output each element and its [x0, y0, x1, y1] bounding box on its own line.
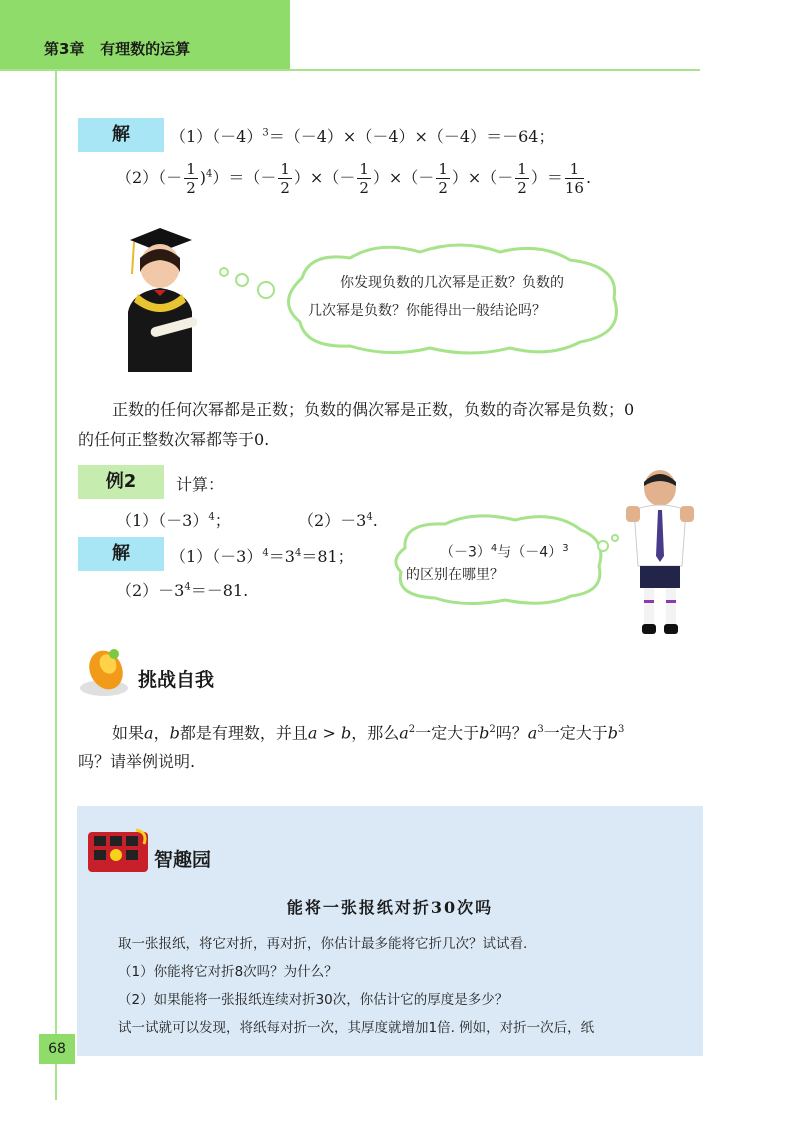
fraction-denominator: 2 — [517, 179, 527, 197]
expr-text: ）×（－ — [451, 168, 514, 187]
puzzle-icon — [86, 828, 152, 876]
variable: a — [399, 723, 409, 743]
challenge-text: 一定大于 — [543, 723, 608, 743]
exponent: 4 — [208, 511, 215, 523]
zhiqu-line: （2）如果能将一张报纸连续对折30次，你估计它的厚度是多少？ — [118, 992, 509, 1008]
expr-text: （2）－3 — [298, 511, 367, 530]
variable: a — [144, 723, 154, 743]
page-number: 68 — [39, 1034, 75, 1064]
conclusion-line-2: 的任何正整数次幂都等于0. — [78, 430, 270, 449]
solution-line-1 — [170, 124, 554, 147]
zhiqu-line: 取一张报纸，将它对折，再对折，你估计最多能将它折几次？试试看. — [118, 936, 528, 952]
expr-text: （1）（－3） — [170, 547, 263, 566]
challenge-text: ， — [153, 723, 170, 743]
expr-text: ； — [214, 511, 231, 530]
expr-text: （1）（－4） — [170, 127, 263, 146]
solution-line-2: （2）（－ $\frac{1}{2}$ )$^4$）＝（－ $\frac{1}{2}$ ）×（－ $\frac{1}{2}$ ）×（－ $\frac{1}{2}$ ）×（－ $\frac{1}{2}$ ）＝ $\frac{1}{16}$ . — [116, 160, 592, 197]
solution-label: 解 — [78, 118, 164, 152]
fraction — [565, 160, 584, 197]
example-2-label: 例2 — [78, 465, 164, 499]
zhiqu-heading: 能将一张报纸对折30次吗 — [286, 898, 494, 917]
challenge-text: 一定大于 — [415, 723, 480, 743]
zhiqu-title: 智趣园 — [154, 849, 212, 871]
bubble-text: 与（－4） — [497, 544, 563, 561]
expr-text: ＝81； — [301, 547, 354, 566]
zhiqu-line: 试一试就可以发现，将纸每对折一次，其厚度就增加1倍. 例如，对折一次后，纸 — [118, 1020, 595, 1036]
variable: b — [169, 723, 180, 743]
challenge-text: 如果 — [112, 723, 145, 743]
conclusion-line-1: 正数的任何次幂都是正数；负数的偶次幂是正数，负数的奇次幂是负数；0 — [112, 400, 635, 419]
example-2-answer-2 — [116, 578, 248, 601]
challenge-icon — [76, 642, 136, 702]
expr-text: ）×（－ — [293, 168, 356, 187]
exponent: 3 — [537, 724, 544, 735]
expr-text: ）＝（－ — [212, 168, 277, 187]
challenge-title: 挑战自我 — [138, 669, 215, 691]
expr-text: ）＝ — [530, 168, 563, 187]
fraction-denominator: 2 — [280, 179, 290, 197]
exponent: 4 — [205, 168, 213, 180]
fraction — [436, 160, 450, 197]
chapter-number: 第3章 — [44, 40, 85, 58]
exponent: 3 — [617, 724, 625, 735]
exponent: 4 — [184, 581, 191, 593]
exponent: 3 — [562, 543, 569, 554]
fraction-numerator: 1 — [280, 160, 290, 178]
expr-text: . — [585, 168, 592, 187]
fraction-numerator: 1 — [565, 160, 584, 179]
challenge-text: 吗？ — [495, 723, 528, 743]
boy-illustration — [620, 466, 700, 646]
fraction-denominator: 2 — [186, 179, 196, 197]
fraction — [357, 160, 371, 197]
exponent: 4 — [294, 547, 302, 559]
variable: b — [479, 723, 490, 743]
challenge-line-2: 吗？请举例说明. — [78, 752, 196, 771]
exponent: 2 — [489, 724, 496, 735]
inequality: a > b — [307, 723, 352, 743]
bubble-1-line-1: 你发现负数的几次幂是正数？负数的 — [340, 275, 564, 291]
challenge-line-1 — [112, 714, 624, 749]
expr-text: ＝－81. — [190, 581, 249, 600]
bubble-text: （－3） — [440, 544, 491, 561]
exponent: 4 — [366, 511, 373, 523]
exponent: 2 — [408, 724, 416, 735]
fraction — [184, 160, 198, 197]
fraction-numerator: 1 — [438, 160, 448, 178]
graduate-girl-illustration — [110, 222, 210, 372]
header-band — [0, 0, 290, 70]
bubble-2-line-2: 的区别在哪里？ — [406, 567, 504, 583]
header-divider — [0, 69, 700, 71]
example-2-answer-1 — [170, 544, 354, 567]
fraction-numerator: 1 — [359, 160, 369, 178]
fraction-denominator: 2 — [438, 179, 448, 197]
expr-text: . — [372, 511, 378, 530]
expr-text: ＝3 — [268, 547, 295, 566]
expr-text: ）×（－ — [372, 168, 435, 187]
fraction-denominator: 2 — [359, 179, 369, 197]
expr-text: （2）－3 — [116, 581, 185, 600]
fraction — [515, 160, 529, 197]
exponent: 4 — [262, 547, 269, 559]
zhiqu-line: （1）你能将它对折8次吗？为什么？ — [118, 964, 338, 980]
expr-text: ＝（－4）×（－4）×（－4）＝－64； — [268, 127, 555, 146]
exponent: 4 — [490, 543, 498, 554]
exponent: 3 — [262, 127, 269, 139]
expr-text: （1）（－3） — [116, 511, 209, 530]
fraction-numerator: 1 — [186, 160, 196, 178]
solution-label-2: 解 — [78, 537, 164, 571]
chapter-header — [44, 38, 190, 59]
example-2-prompt: 计算： — [176, 475, 225, 494]
chapter-title: 有理数的运算 — [100, 40, 191, 58]
variable: b — [607, 723, 618, 743]
expr-text: （2）（－ — [116, 168, 183, 187]
fraction-numerator: 1 — [517, 160, 527, 178]
bubble-1-line-2: 几次幂是负数？你能得出一般结论吗？ — [308, 303, 546, 319]
side-divider — [55, 70, 57, 1100]
variable: a — [527, 723, 538, 743]
fraction — [278, 160, 292, 197]
fraction-denominator: 16 — [564, 179, 584, 197]
example-2-question-2 — [298, 508, 378, 531]
challenge-text: ，那么 — [351, 723, 400, 743]
example-2-question-1 — [116, 508, 231, 531]
challenge-text: 都是有理数，并且 — [179, 723, 308, 743]
